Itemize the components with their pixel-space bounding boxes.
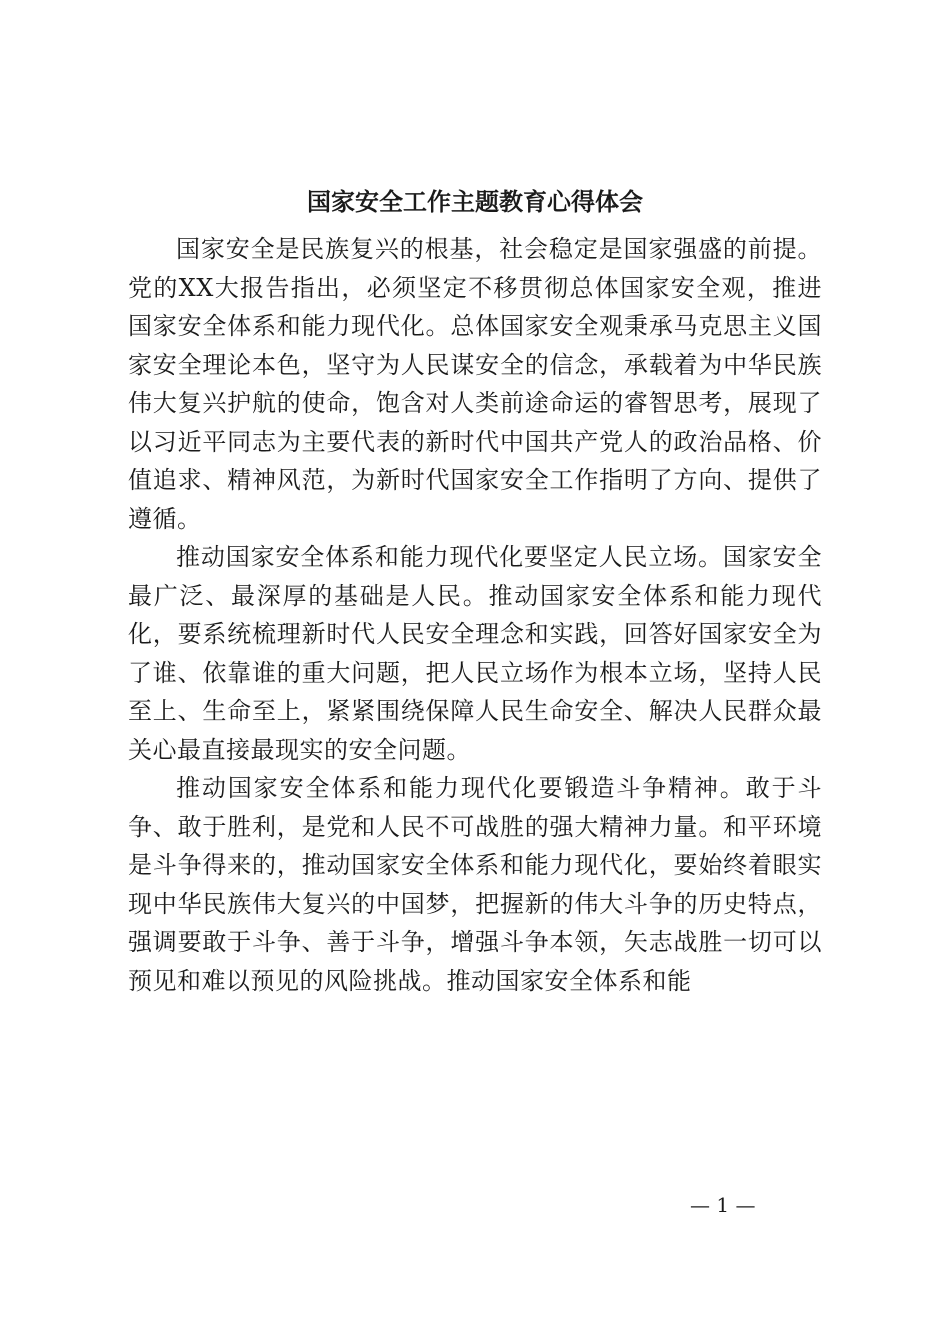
document-body xyxy=(128,230,822,1000)
paragraph-2: 推动国家安全体系和能力现代化要坚定人民立场。国家安全最广泛、最深厚的基础是人民。推动国家安全体系和能力现代化，要系统梳理新时代人民安全理念和实践，回答好国家安全为了谁、依靠谁的重大问题，把人民立场作为根本立场，坚持人民至上、生命至上，紧紧围绕保障人民生命安全、解决人民群众最关心最直接最现实的安全问题。 xyxy=(128,543,822,764)
document-title: 国家安全工作主题教育心得体会 xyxy=(307,187,643,216)
paragraph-3: 推动国家安全体系和能力现代化要锻造斗争精神。敢于斗争、敢于胜利，是党和人民不可战胜的强大精神力量。和平环境是斗争得来的，推动国家安全体系和能力现代化，要始终着眼实现中华民族伟大复兴的中国梦，把握新的伟大斗争的历史特点，强调要敢于斗争、善于斗争，增强斗争本领，矢志战胜一切可以预见和难以预见的风险挑战。推动国家安全体系和能 xyxy=(128,774,822,995)
page-number: — 1 — xyxy=(690,1193,756,1217)
paragraph-1: 国家安全是民族复兴的根基，社会稳定是国家强盛的前提。党的XX大报告指出，必须坚定不移贯彻总体国家安全观，推进国家安全体系和能力现代化。总体国家安全观秉承马克思主义国家安全理论本色，坚守为人民谋安全的信念，承载着为中华民族伟大复兴护航的使命，饱含对人类前途命运的睿智思考，展现了以习近平同志为主要代表的新时代中国共产党人的政治品格、价值追求、精神风范，为新时代国家安全工作指明了方向、提供了遵循。 xyxy=(128,235,822,533)
